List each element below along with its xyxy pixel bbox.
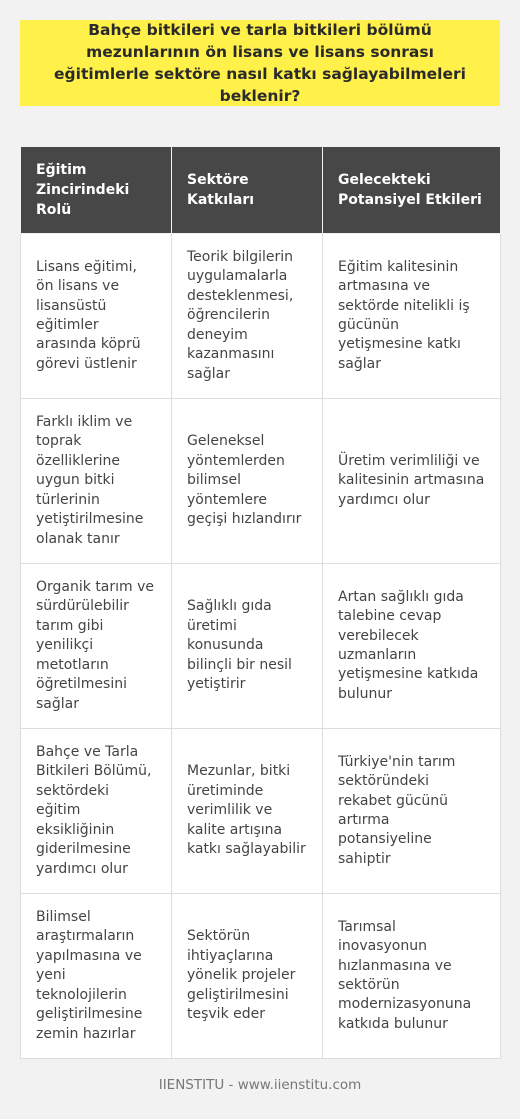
table-cell: Türkiye'nin tarım sektöründeki rekabet gücünü artırma potansiyeline sahiptir [323, 729, 501, 894]
page-title-text: Bahçe bitkileri ve tarla bitkileri bölümü mezunlarının ön lisans ve lisans sonrası eğitimlerle sektöre nasıl katkı sağlayabilmeleri beklenir? [54, 21, 466, 105]
table-cell: Teorik bilgilerin uygulamalarla desteklenmesi, öğrencilerin deneyim kazanmasını sağlar [172, 234, 323, 399]
table-row [21, 564, 501, 729]
footer-credit: IIENSTITU - www.iienstitu.com [158, 1077, 362, 1093]
table-row [21, 399, 501, 564]
column-header-role: Eğitim Zincirindeki Rolü [21, 147, 172, 234]
column-header-future-impact: Gelecekteki Potansiyel Etkileri [323, 147, 501, 234]
table-cell: Bilimsel araştırmaların yapılmasına ve yeni teknolojilerin geliştirilmesine zemin hazırlar [21, 894, 172, 1059]
table-header-row [21, 147, 501, 234]
column-header-contribution: Sektöre Katkıları [172, 147, 323, 234]
table-cell: Lisans eğitimi, ön lisans ve lisansüstü eğitimler arasında köprü görevi üstlenir [21, 234, 172, 399]
page-title [20, 20, 500, 106]
table-cell: Eğitim kalitesinin artmasına ve sektörde nitelikli iş gücünün yetişmesine katkı sağlar [323, 234, 501, 399]
table-cell: Üretim verimliliği ve kalitesinin artmasına yardımcı olur [323, 399, 501, 564]
table-row [21, 234, 501, 399]
table-cell: Tarımsal inovasyonun hızlanmasına ve sektörün modernizasyonuna katkıda bulunur [323, 894, 501, 1059]
table-cell: Farklı iklim ve toprak özelliklerine uygun bitki türlerinin yetiştirilmesine olanak tanır [21, 399, 172, 564]
table-cell: Sektörün ihtiyaçlarına yönelik projeler geliştirilmesini teşvik eder [172, 894, 323, 1059]
table-cell: Geleneksel yöntemlerden bilimsel yöntemlere geçişi hızlandırır [172, 399, 323, 564]
table-row [21, 729, 501, 894]
table-row [21, 894, 501, 1059]
table-cell: Artan sağlıklı gıda talebine cevap verebilecek uzmanların yetişmesine katkıda bulunur [323, 564, 501, 729]
info-table [20, 146, 501, 1059]
table-cell: Sağlıklı gıda üretimi konusunda bilinçli bir nesil yetiştirir [172, 564, 323, 729]
table-cell: Bahçe ve Tarla Bitkileri Bölümü, sektördeki eğitim eksikliğinin giderilmesine yardımcı olur [21, 729, 172, 894]
table-cell: Mezunlar, bitki üretiminde verimlilik ve kalite artışına katkı sağlayabilir [172, 729, 323, 894]
table-cell: Organik tarım ve sürdürülebilir tarım gibi yenilikçi metotların öğretilmesini sağlar [21, 564, 172, 729]
